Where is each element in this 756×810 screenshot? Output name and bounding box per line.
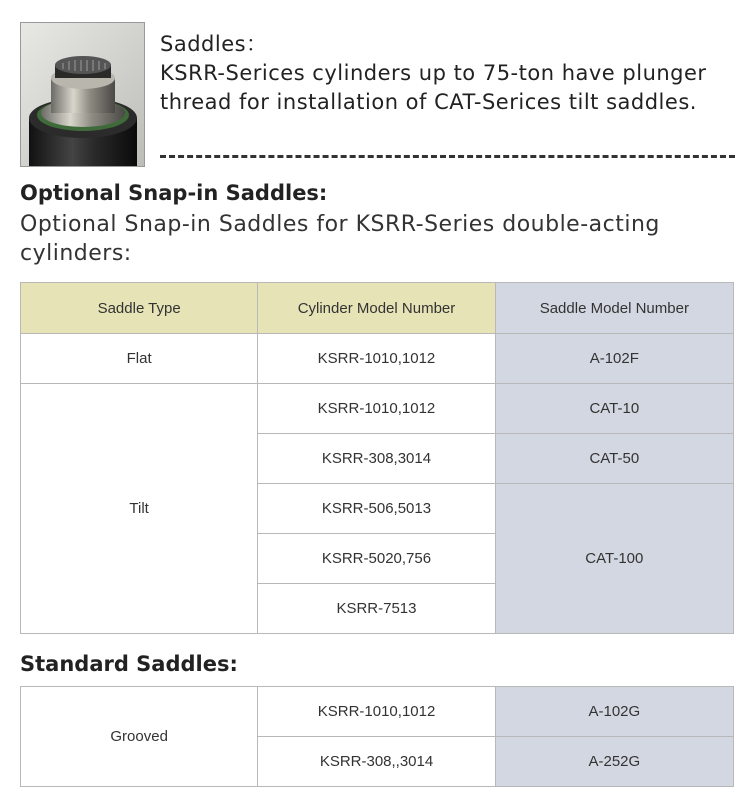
table-header-row bbox=[21, 283, 734, 334]
cylinder-model-cell: KSRR-308,,3014 bbox=[258, 737, 495, 787]
header-cylinder-model: Cylinder Model Number bbox=[258, 283, 495, 334]
saddle-model-cell: CAT-50 bbox=[495, 434, 733, 484]
cylinder-model-cell: KSRR-308,3014 bbox=[258, 434, 495, 484]
saddle-model-cell: A-102G bbox=[495, 687, 733, 737]
header-saddle-model: Saddle Model Number bbox=[495, 283, 733, 334]
cylinder-model-cell: KSRR-7513 bbox=[258, 584, 495, 634]
cylinder-model-cell: KSRR-1010,1012 bbox=[258, 384, 495, 434]
intro-title: Saddles： bbox=[160, 32, 268, 56]
table-row bbox=[21, 687, 734, 737]
optional-subtitle: Optional Snap-in Saddles for KSRR-Series double-acting cylinders: bbox=[20, 212, 660, 266]
cylinder-saddle-photo bbox=[20, 22, 145, 167]
optional-heading: Optional Snap-in Saddles: bbox=[20, 181, 328, 205]
header-saddle-type: Saddle Type bbox=[21, 283, 258, 334]
standard-heading: Standard Saddles: bbox=[20, 652, 238, 676]
standard-saddles-table bbox=[20, 686, 734, 787]
saddle-type-cell: Grooved bbox=[21, 687, 258, 787]
intro-text bbox=[160, 30, 740, 117]
table-row bbox=[21, 384, 734, 434]
table-row bbox=[21, 334, 734, 384]
optional-saddles-table bbox=[20, 282, 734, 634]
saddle-type-cell: Tilt bbox=[21, 384, 258, 634]
saddle-model-cell: A-252G bbox=[495, 737, 733, 787]
cylinder-model-cell: KSRR-506,5013 bbox=[258, 484, 495, 534]
cylinder-model-cell: KSRR-1010,1012 bbox=[258, 334, 495, 384]
dashed-divider bbox=[160, 155, 735, 158]
saddle-model-cell: CAT-100 bbox=[495, 484, 733, 634]
cylinder-model-cell: KSRR-1010,1012 bbox=[258, 687, 495, 737]
cylinder-model-cell: KSRR-5020,756 bbox=[258, 534, 495, 584]
saddle-model-cell: CAT-10 bbox=[495, 384, 733, 434]
saddle-type-cell: Flat bbox=[21, 334, 258, 384]
intro-section bbox=[20, 22, 750, 172]
saddle-model-cell: A-102F bbox=[495, 334, 733, 384]
intro-body: KSRR-Serices cylinders up to 75-ton have plunger thread for installation of CAT-Serices tilt saddles. bbox=[160, 61, 707, 114]
